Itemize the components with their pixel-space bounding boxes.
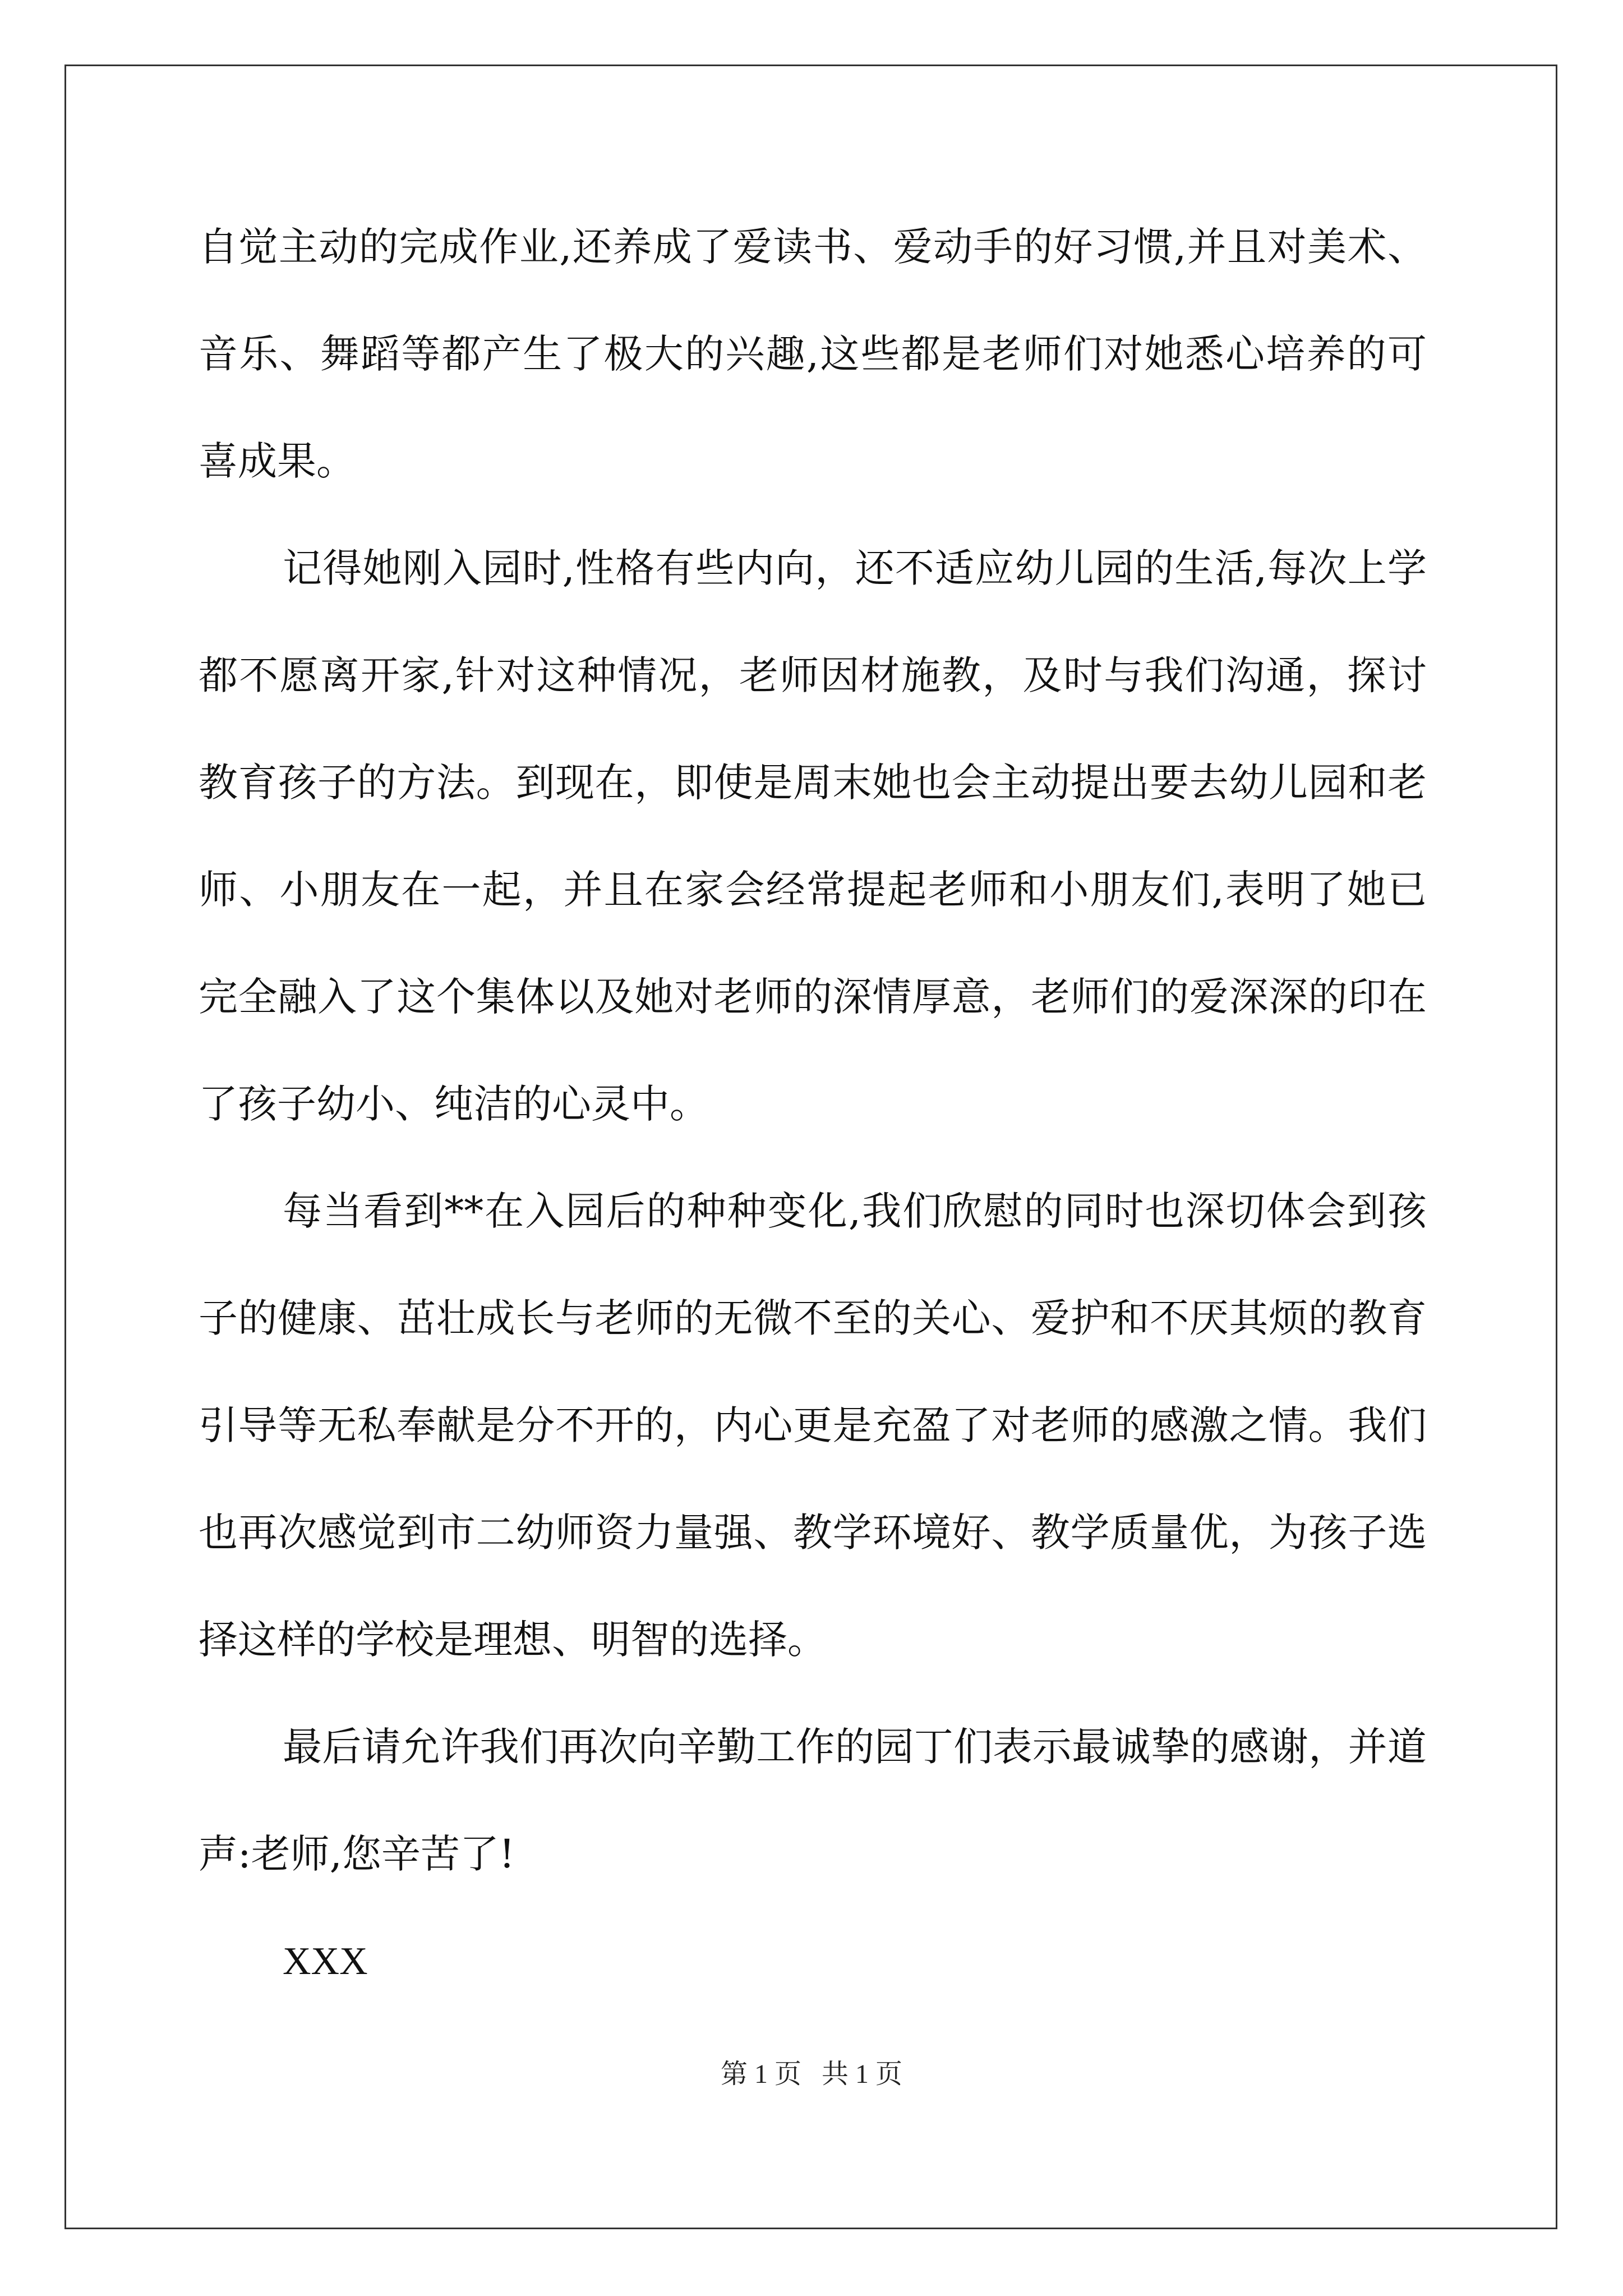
signature: XXX [283,1940,368,1983]
paragraph-1: 自觉主动的完成作业,还养成了爱读书、爱动手的好习惯,并且对美术、音乐、舞蹈等都产生了极大的兴趣,这些都是老师们对她悉心培养的可喜成果。 [199,224,1427,484]
document-body [199,194,1427,2015]
page-number: 第 1 页 [720,2059,801,2089]
page-total: 共 1 页 [822,2059,903,2089]
paragraph-3: 每当看到**在入园后的种种变化,我们欣慰的同时也深切体会到孩子的健康、茁壮成长与老师的无微不至的关心、爱护和不厌其烦的教育引导等无私奉献是分不开的，内心更是充盈了对老师的感激之情。我们也再次感觉到市二幼师资力量强、教学环境好、教学质量优，为孩子选择这样的学校是理想、明智的选择。 [199,1188,1427,1663]
paragraph-4: 最后请允许我们再次向辛勤工作的园丁们表示最诚挚的感谢，并道声:老师,您辛苦了! [199,1724,1427,1877]
paragraph-2: 记得她刚入园时,性格有些内向，还不适应幼儿园的生活,每次上学都不愿离开家,针对这种情况，老师因材施教，及时与我们沟通，探讨教育孩子的方法。到现在，即使是周末她也会主动提出要去幼儿园和老师、小朋友在一起，并且在家会经常提起老师和小朋友们,表明了她已完全融入了这个集体以及她对老师的深情厚意，老师们的爱深深的印在了孩子幼小、纯洁的心灵中。 [199,545,1427,1127]
page-footer [0,2052,1623,2091]
